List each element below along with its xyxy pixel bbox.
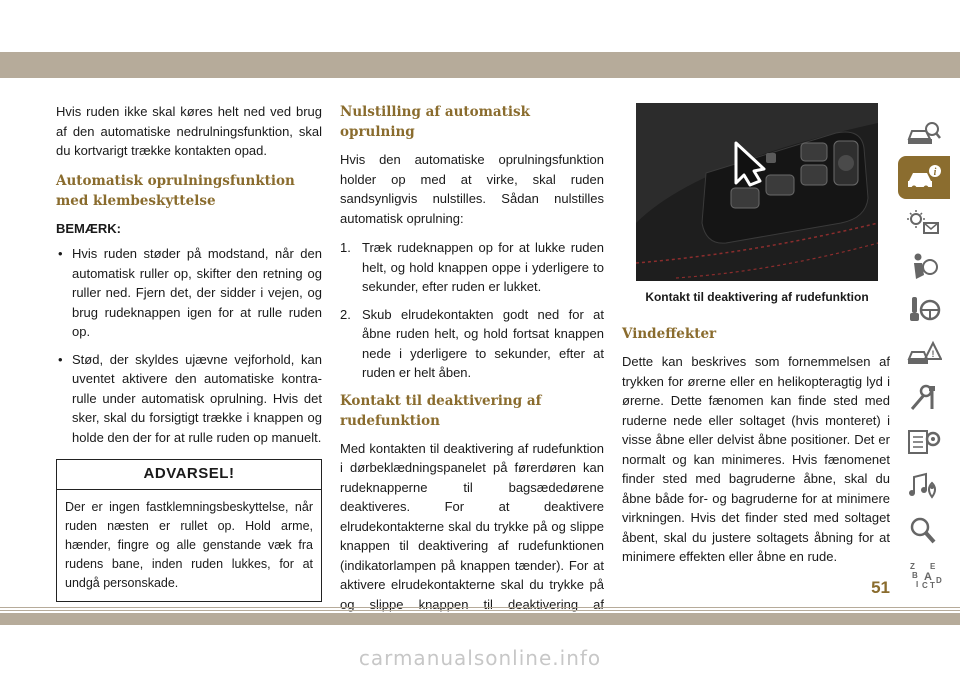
tab-airbag[interactable] <box>898 244 950 287</box>
warning-title: ADVARSEL! <box>57 460 321 490</box>
lockout-paragraph: Med kontakten til deaktivering af rudefunktion i dørbeklædningspanelet på førerdøren kan rudeknapperne til bagsædedørene deaktiveres. For at deaktivere elrudekontakterne skal du trykke på og slippe knappen til deaktivering af rudefunktionen (indikatorlampen på knappen tænder). For at aktivere elrudekontakterne skal du trykke på og slippe knappen til deaktivering af <box>340 440 604 612</box>
top-margin <box>0 0 960 48</box>
warning-box <box>56 459 322 602</box>
warning-triangle-icon <box>906 339 942 369</box>
svg-text:Z: Z <box>910 561 915 571</box>
section-heading-reset: Nulstilling af automatisk oprulning <box>340 104 530 140</box>
intro-paragraph: Hvis ruden ikke skal køres helt ned ved brug af den automatiske nedrulningsfunktion, skal du kortvarigt trække kontakten opad. <box>56 104 322 158</box>
svg-text:C: C <box>922 580 928 589</box>
photo-caption: Kontakt til deaktivering af rudefunktion <box>645 290 869 304</box>
step-item <box>340 238 604 297</box>
svg-text:E: E <box>930 561 936 571</box>
car-search-icon <box>906 119 942 149</box>
svg-text:A: A <box>924 570 932 583</box>
tab-media[interactable] <box>898 464 950 507</box>
watermark: carmanualsonline.info <box>358 646 602 670</box>
tab-index[interactable] <box>898 552 950 595</box>
step-number: 2. <box>340 306 351 322</box>
tab-car-info[interactable] <box>898 156 950 199</box>
svg-text:B: B <box>912 570 918 580</box>
page-number: 51 <box>871 578 890 597</box>
note-bullet: • Hvis ruden støder på modstand, når den automatisk ruller op, skifter den retning og ruller ned. Fjern det, der sidder i vejen, og brug rudeknappen igen for at rulle ruden op. <box>56 244 322 342</box>
wind-paragraph: Dette kan beskrives som fornemmelsen af trykken for ørerne eller en helikopteragtig lyd i ørerne. Dette fænomen kan finde sted med ruderne nede eller soltaget (hvis monteret) i visse åbne eller delvist åbne positioner. Det er normalt og kan minimeres. Hvis fænomenet finder sted med bagruderne åbne, skal du åbne både for- og bagruderne for at minimere virkningen. Hvis det finder sted med soltaget åbent, skal du justere soltagets åbning for at minimere effekten eller åbne en rude. <box>622 354 890 564</box>
door-switch-photo <box>636 103 878 281</box>
svg-text:D: D <box>936 575 942 585</box>
step-text: Skub elrudekontakten godt ned for at åbne ruden helt, og hold fortsat knappen nede i yderligere to sekunder, efter at ruden er helt åben. <box>362 306 604 380</box>
section-heading-auto-up: Automatisk oprulningsfunktion med klembeskyttelse <box>56 172 295 209</box>
step-text: Træk rudeknappen op for at lukke ruden helt, og hold knappen oppe i yderligere to sekunder, efter ruden er lukket. <box>362 240 604 294</box>
svg-text:i: i <box>933 166 937 178</box>
column-left <box>56 102 322 602</box>
reset-steps <box>340 238 604 383</box>
footer-bar <box>0 613 960 625</box>
alphabet-index-icon <box>906 559 942 589</box>
svg-text:I: I <box>916 579 919 589</box>
airbag-person-icon <box>906 251 942 281</box>
note-bullet: • Stød, der skyldes ujævne vejforhold, kan uventet aktivere den automatiske kontra-rulle under automatisk oprulning. Hvis det sker, skal du forsigtigt trække i knappen og holde den der for at rulle ruden op manuelt. <box>56 350 322 448</box>
reset-intro: Hvis den automatiske oprulningsfunktion holder op med at virke, skal ruden sandsynligvis nulstilles. Sådan nulstilles automatisk oprulning: <box>340 152 604 226</box>
chapter-tabs <box>898 112 948 596</box>
warning-text: Der er ingen fastklemningsbeskyttelse, når ruden næsten er rullet op. Hold arme, hænder, fingre og alle genstande væk fra rudens bane, inden ruden lukkes, for at undgå personskade. <box>65 499 313 590</box>
header-bar <box>0 52 960 78</box>
step-item <box>340 305 604 383</box>
music-map-icon <box>906 471 942 501</box>
tab-search[interactable] <box>898 508 950 551</box>
section-heading-wind: Vindeffekter <box>622 326 717 342</box>
section-heading-lockout: Kontakt til deaktivering af rudefunktion <box>340 392 542 429</box>
car-info-icon <box>906 163 942 193</box>
tab-tools[interactable] <box>898 376 950 419</box>
svg-text:T: T <box>930 580 935 589</box>
step-number: 1. <box>340 240 351 255</box>
note-list <box>56 244 322 447</box>
tab-car-search[interactable] <box>898 112 950 155</box>
tab-warning[interactable] <box>898 332 950 375</box>
tab-service[interactable] <box>898 420 950 463</box>
service-list-icon <box>906 427 942 457</box>
note-label: BEMÆRK: <box>56 220 121 236</box>
ignition-key-icon <box>906 295 942 325</box>
tools-icon <box>906 383 942 413</box>
tab-ignition[interactable] <box>898 288 950 331</box>
column-middle <box>340 102 604 663</box>
svg-text:!: ! <box>931 348 935 359</box>
tab-dashboard-lights[interactable] <box>898 200 950 243</box>
column-right <box>622 318 890 577</box>
dashboard-lights-icon <box>906 207 942 237</box>
search-icon <box>906 515 942 545</box>
footer-rule <box>0 607 960 611</box>
